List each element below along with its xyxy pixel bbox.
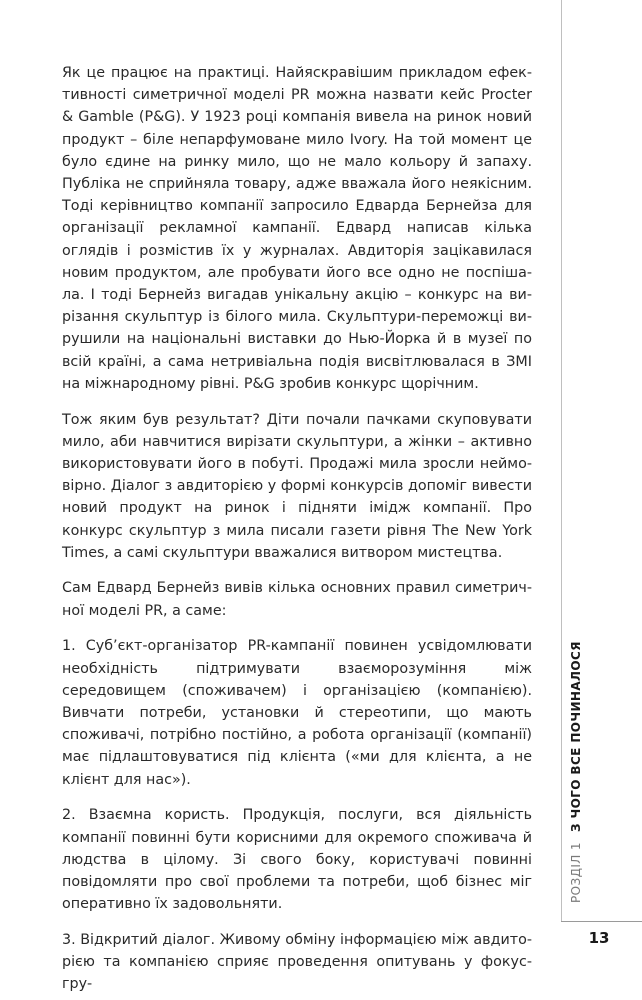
paragraph-procter-gamble-case: Як це працює на практиці. Найяскравішим прикладом ефективності симетричної моделі PR можна назвати кейс Procter & Gamble (P&G). У 1923 році компанія вивела на ринок новий продукт – біле непарфумоване мило Ivory. На той момент це було єдине на ринку мило, що не мало кольору й запаху. Публіка не сприйняла товару, адже вважала його неякісним. Тоді керівництво компанії запросило Едварда Бернейза для організації рекламної кампанії. Едвард написав кілька оглядів і розмістив їх у журналах. Авдиторія зацікавилася новим продуктом, але пробувати його все одно не поспішала. І тоді Бернейз вигадав унікальну акцію – конкурс на вирізання скульптур із білого мила. Скульптури-переможці вирушили на національні виставки до Нью-Йорка й в музеї по всій країні, а сама нетривіальна подія висвітлювалася в ЗМІ на міжнародному рівні. P&G зробив конкурс щорічним. [62, 65, 532, 392]
list-item-rule-3: 3. Відкритий діалог. Живому обміну інформацією між авдиторією та компанією сприяє проведення опитувань у фокус-гру- [62, 931, 532, 993]
body-text [62, 62, 532, 995]
list-item-rule-2: 2. Взаємна користь. Продукція, послуги, вся діяльність компанії повинні бути корисними для окремого споживача й людства в цілому. Зі свого боку, користувачі повинні повідомляти про свої проблеми та потреби, щоб бізнес міг оперативно їх задовольняти. [62, 807, 532, 913]
page-number-divider [561, 921, 642, 922]
page-number: 13 [588, 929, 610, 947]
paragraph-result: Тож яким був результат? Діти почали пачками скуповувати мило, аби навчитися вирізати скульптури, а жінки – активно використовувати його в побуті. Продажі мила зросли неймовірно. Діалог з авдиторією у формі конкурсів допоміг вивести новий продукт на ринок і підняти імідж компанії. Про конкурс скульптур з мила писали газети рівня The New York Times, а самі скульптури вважалися витвором мистецтва. [62, 411, 532, 561]
chapter-title: З ЧОГО ВСЕ ПОЧИНАЛОСЯ [569, 641, 583, 833]
running-header [568, 641, 584, 903]
chapter-section-label: РОЗДІЛ 1 [569, 842, 583, 903]
list-item-rule-1: 1. Суб’єкт-організатор PR-кампанії повинен усвідомлювати необхідність підтримувати взаєморозуміння між середовищем (споживачем) і організацією (компанією). Вивчати потреби, установки й стереотипи, що мають споживачі, потрібно постійно, а робота організації (компанії) має підлаштовуватися під клієнта («ми для клієнта, а не клієнт для нас»). [62, 638, 532, 788]
margin-divider [561, 0, 562, 922]
paragraph-bernays-rules-intro: Сам Едвард Бернейз вивів кілька основних правил симетричної моделі PR, а саме: [62, 580, 532, 619]
